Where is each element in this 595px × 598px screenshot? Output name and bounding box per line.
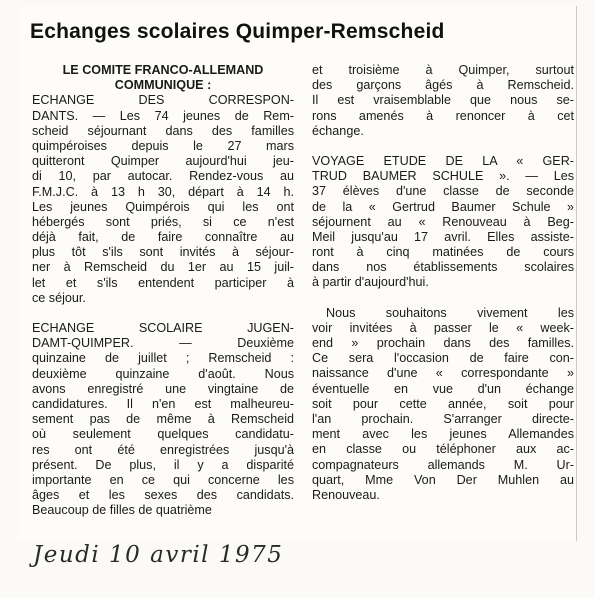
text-line: let et s'ils entendent participer à — [32, 275, 294, 290]
text-line: VOYAGE ETUDE DE LA « GER- — [312, 153, 574, 168]
text-line: Les jeunes Quimpérois qui les ont — [32, 199, 294, 214]
text-line: LE COMITE FRANCO-ALLEMAND — [62, 63, 264, 77]
text-line: Il est vraisemblable que nous se- — [312, 93, 574, 108]
paragraph-gap — [32, 306, 294, 321]
committee-heading — [32, 63, 294, 93]
right-column — [312, 63, 574, 503]
text-line: ront à cinq matinées de cours — [312, 245, 574, 260]
text-line: voir invitées à passer le « week- — [312, 320, 574, 335]
text-line: à partir d'aujourd'hui. — [312, 275, 429, 290]
text-line: ner à Remscheid du 1er au 15 juil- — [32, 260, 294, 275]
text-line: di 10, par autocar. Rendez-vous au — [32, 169, 294, 184]
text-line: déjà fait, de faire connaître au — [32, 230, 294, 245]
text-line: âges et les sexes des candidats. — [32, 488, 294, 503]
text-line: Nous souhaitons vivement les — [326, 305, 574, 320]
text-line: importante en ce qui concerne les — [32, 472, 294, 487]
text-line: des garçons âgés à Remscheid. — [312, 78, 574, 93]
text-line: quinzaine de juillet ; Remscheid : — [32, 351, 294, 366]
text-line: quitteront Quimper aujourd'hui jeu- — [32, 154, 294, 169]
text-line: avons enregistré une vingtaine de — [32, 381, 294, 396]
text-line: échange. — [312, 123, 364, 138]
study-trip-paragraph — [312, 154, 574, 291]
text-line: Ce sera l'occasion de faire con- — [312, 351, 574, 366]
school-exchange-paragraph — [32, 321, 294, 518]
text-line: COMMUNIQUE : — [114, 78, 212, 93]
text-line: quimpéroises depuis le 27 mars — [32, 138, 294, 153]
paragraph-gap — [312, 291, 574, 306]
text-line: et troisième à Quimper, surtout — [312, 63, 574, 77]
text-line: F.M.J.C. à 13 h 30, départ à 14 h. — [32, 184, 294, 199]
text-line: Renouveau. — [312, 487, 380, 502]
text-line: scheid séjournant dans des familles — [32, 123, 294, 138]
text-line: compagnateurs allemands M. Ur- — [312, 457, 574, 472]
text-line: candidatures. Il n'en est malheureu- — [32, 396, 294, 411]
weekend-invitation-paragraph — [312, 306, 574, 503]
text-line: Beaucoup de filles de quatrième — [32, 503, 212, 518]
text-line: res ont été enregistrées jusqu'à — [32, 442, 294, 457]
text-line: plus tôt s'ils sont invités à séjour- — [32, 245, 294, 260]
text-line: séjournent au « Renouveau à Beg- — [312, 214, 574, 229]
text-line: où seulement quelques candidatu- — [32, 427, 294, 442]
text-line: DANTS. — Les 74 jeunes de Rem- — [32, 108, 294, 123]
text-line: ment avec les jeunes Allemandes — [312, 427, 574, 442]
text-line: naissance d'une « correspondante » — [312, 366, 574, 381]
text-line: en classe ou téléphoner aux ac- — [312, 442, 574, 457]
text-line: présent. De plus, il y a disparité — [32, 457, 294, 472]
left-column — [32, 63, 294, 518]
text-line: end » prochain dans des familles. — [312, 336, 574, 350]
handwritten-date: Jeudi 10 avril 1975 — [33, 542, 284, 568]
text-line: hébergés sont priés, si ce n'est — [32, 214, 294, 229]
text-line: éventuelle en vue d'un échange — [312, 381, 574, 396]
text-line: de la « Gertrud Baumer Schule » — [312, 199, 574, 214]
text-line: DAMT-QUIMPER. — Deuxième — [32, 336, 294, 351]
text-line: ECHANGE DES CORRESPON- — [32, 93, 294, 108]
text-line: Meil jusqu'au 17 avril. Elles assiste- — [312, 229, 574, 244]
exchange-continuation-paragraph — [312, 63, 574, 139]
text-line: dans nos établissements scolaires — [312, 260, 574, 275]
text-line: ECHANGE SCOLAIRE JUGEN- — [32, 321, 294, 335]
paragraph-gap — [312, 139, 574, 154]
text-line: deuxième quinzaine d'août. Nous — [32, 366, 294, 381]
text-line: TRUD BAUMER SCHULE ». — Les — [312, 169, 574, 184]
correspondents-exchange-paragraph — [32, 93, 294, 306]
text-line: rons amenés à renoncer à cet — [312, 108, 574, 123]
text-line: l'an prochain. S'arranger directe- — [312, 411, 574, 426]
text-line: quart, Mme Von Der Muhlen au — [312, 472, 574, 487]
text-line: soit pour cette année, soit pour — [312, 396, 574, 411]
text-line: sement pas de même à Remscheid — [32, 412, 294, 427]
text-line: 37 élèves d'une classe de seconde — [312, 184, 574, 199]
text-line: ce séjour. — [32, 290, 86, 305]
headline: Echanges scolaires Quimper-Remscheid — [30, 20, 445, 43]
